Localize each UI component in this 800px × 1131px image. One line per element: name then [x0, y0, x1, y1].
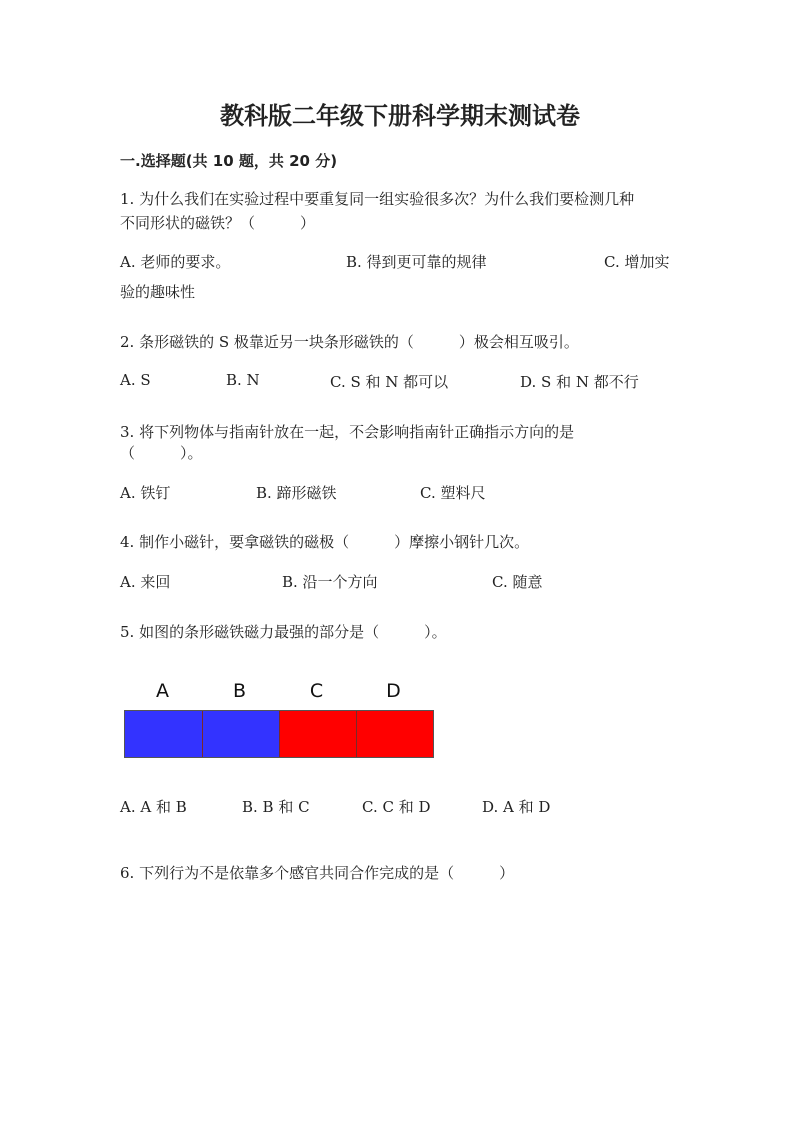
question-5-option-a: A. A 和 B [120, 798, 187, 816]
magnet-label-c: C [309, 680, 324, 702]
question-3-option-a: A. 铁钉 [120, 484, 171, 502]
question-4-text: 4. 制作小磁针，要拿磁铁的磁极（ ）摩擦小钢针几次。 [120, 533, 530, 551]
question-6-text: 6. 下列行为不是依靠多个感官共同合作完成的是（ ） [120, 864, 515, 882]
question-2-option-c: C. S 和 N 都可以 [330, 373, 449, 391]
question-2-text: 2. 条形磁铁的 S 极靠近另一块条形磁铁的（ ）极会相互吸引。 [120, 333, 579, 351]
magnet-segment-d [356, 711, 433, 757]
question-1-option-c: C. 增加实 [604, 253, 670, 271]
question-5-option-c: C. C 和 D [362, 798, 431, 816]
question-5-option-d: D. A 和 D [482, 798, 551, 816]
magnet-label-d: D [386, 680, 401, 702]
magnet-label-a: A [156, 680, 169, 702]
question-1-option-a: A. 老师的要求。 [120, 253, 231, 271]
magnet-segment-c [279, 711, 356, 757]
magnet-label-b: B [232, 680, 247, 702]
question-2-option-b: B. N [226, 371, 260, 389]
page-title: 教科版二年级下册科学期末测试卷 [220, 102, 580, 130]
question-1-option-b: B. 得到更可靠的规律 [346, 253, 487, 271]
question-5-option-b: B. B 和 C [242, 798, 310, 816]
question-3-option-b: B. 蹄形磁铁 [256, 484, 337, 502]
question-4-option-b: B. 沿一个方向 [282, 573, 378, 591]
question-1-text-cont: 不同形状的磁铁？（ ） [120, 214, 316, 232]
magnet-segment-a [125, 711, 202, 757]
question-3-text: 3. 将下列物体与指南针放在一起，不会影响指南针正确指示方向的是 [120, 423, 575, 441]
bar-magnet [124, 710, 434, 758]
magnet-segment-b [202, 711, 279, 757]
section-heading: 一.选择题(共 10 题，共 20 分) [120, 152, 338, 170]
question-2-option-a: A. S [120, 371, 151, 389]
bar-magnet-figure [124, 680, 434, 762]
question-3-option-c: C. 塑料尺 [420, 484, 486, 502]
question-3-text-cont: （ ）。 [120, 444, 203, 462]
question-5-text: 5. 如图的条形磁铁磁力最强的部分是（ ）。 [120, 623, 447, 641]
question-1-text: 1. 为什么我们在实验过程中要重复同一组实验很多次？为什么我们要检测几种 [120, 190, 635, 208]
question-4-option-c: C. 随意 [492, 573, 543, 591]
question-4-option-a: A. 来回 [120, 573, 171, 591]
question-2-option-d: D. S 和 N 都不行 [520, 373, 639, 391]
question-1-option-c-cont: 验的趣味性 [120, 283, 196, 301]
